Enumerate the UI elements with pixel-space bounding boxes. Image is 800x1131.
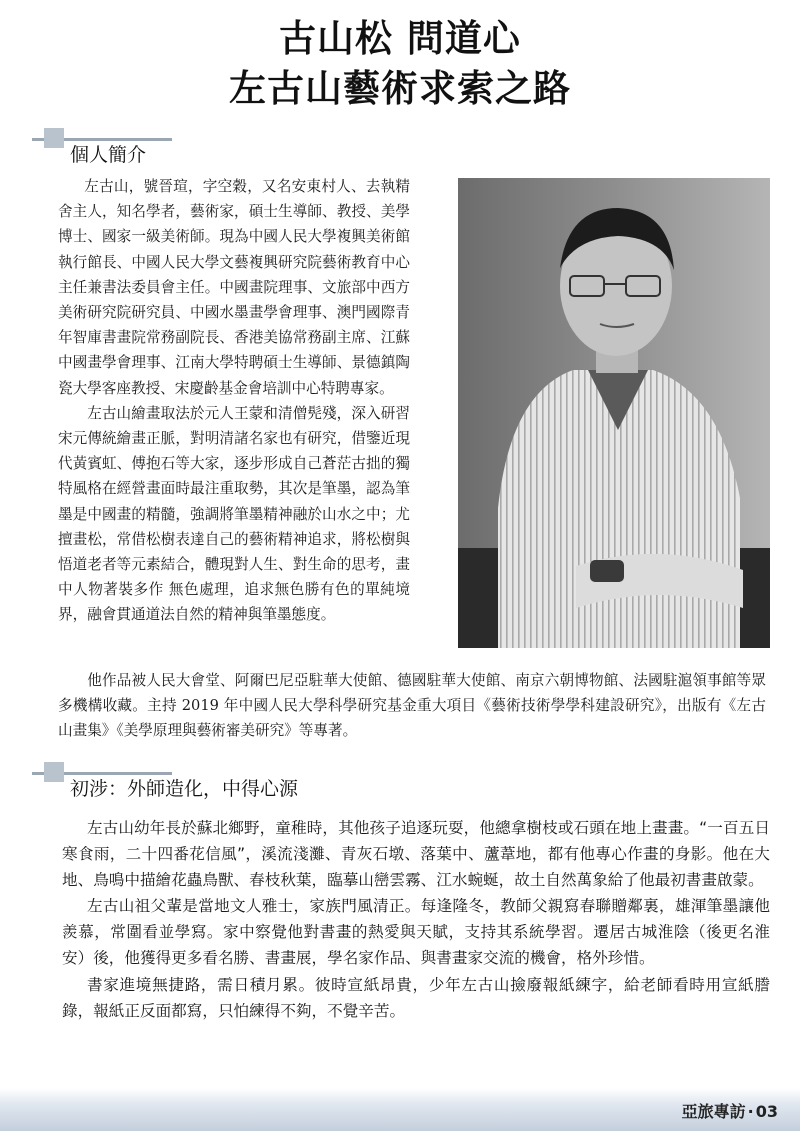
profile-paragraph: 左古山繪畫取法於元人王蒙和清僧髡殘，深入研習宋元傳統繪畫正脈，對明清諸名家也有研究，借鑒近現代黃賓虹、傅抱石等大家，逐步形成自己蒼茫古拙的獨特風格在經營畫面時最注重取勢，其次是筆墨，認為筆墨是中國畫的精髓，強調將筆墨精神融於山水之中；尤擅畫松，常借松樹表達自己的藝術精神追求，將松樹與悟道老者等元素結合，體現對人生、對生命的思考，畫中人物著裝多作 無色處理，追求無色勝有色的單純境界，融會貫通道法自然的精神與筆墨態度。 xyxy=(58,404,410,624)
body-paragraph: 左古山祖父輩是當地文人雅士，家族門風清正。每逢隆冬，教師父親寫春聯贈鄰裏，雄渾筆墨讓他羨慕，常圍看並學寫。家中察覺他對書畫的熱愛與天賦，支持其系統學習。遷居古城淮陰（後更名淮安）後，他獲得更多看名勝、書畫展，學名家作品、與書畫家交流的機會，格外珍惜。 xyxy=(62,897,770,968)
profile-collections-text xyxy=(58,668,766,744)
body-paragraph: 左古山幼年長於蘇北鄉野，童稚時，其他孩子追逐玩耍，他總拿樹枝或石頭在地上畫畫。“一百五日寒食雨，二十四番花信風”，溪流淺灘、青灰石墩、落葉中、蘆葦地，都有他專心作畫的身影。他在大地、鳥鳴中描繪花蟲鳥獸、春枝秋葉，臨摹山巒雲霧、江水蜿蜒，故土自然萬象給了他最初書畫啟蒙。 xyxy=(62,819,770,890)
section-heading-label: 個人簡介 xyxy=(70,144,147,166)
portrait-illustration xyxy=(458,178,770,648)
section-heading-early-years xyxy=(32,762,432,802)
section-heading-profile xyxy=(32,128,432,168)
page-title-line-2: 左古山藝術求索之路 xyxy=(229,67,571,110)
early-years-text xyxy=(62,815,770,1024)
body-paragraph: 書家進境無捷路，需日積月累。彼時宣紙昂貴，少年左古山撿廢報紙練字，給老師看時用宣紙謄錄，報紙正反面都寫，只怕練得不夠，不覺辛苦。 xyxy=(62,975,770,1020)
footer-bar xyxy=(0,1088,800,1131)
page-footer xyxy=(682,1099,778,1122)
profile-paragraph: 他作品被人民大會堂、阿爾巴尼亞駐華大使館、德國駐華大使館、南京六朝博物館、法國駐滬領事館等眾多機構收藏。主持 2019 年中國人民大學科學研究基金重大項目《藝術技術學學科建設研究》，出版有《左古山畫集》《美學原理與藝術審美研究》等專著。 xyxy=(58,672,766,740)
title-block xyxy=(0,14,800,114)
profile-paragraph: 左古山，號晉瑄，字空穀，又名安東村人、去執精舍主人，知名學者，藝術家，碩士生導師、教授、美學博士、國家一級美術師。現為中國人民大學複興美術館執行館長、中國人民大學文藝複興研究院藝術教育中心主任兼書法委員會主任。中國畫院理事、文旅部中西方美術研究院研究員、中國水墨畫學會理事、澳門國際青年智庫書畫院常務副院長、香港美協常務副主席、江蘇中國畫學會理事、江南大學特聘碩士生導師、景德鎮陶瓷大學客座教授、宋慶齡基金會培訓中心特聘專家。 xyxy=(58,178,410,397)
profile-text xyxy=(58,174,410,628)
page-number: 03 xyxy=(755,1102,778,1121)
publication-name: 亞旅專訪 xyxy=(681,1102,746,1121)
page-title-line-1: 古山松 問道心 xyxy=(279,17,521,60)
heading-square-decoration xyxy=(44,762,64,782)
heading-square-decoration xyxy=(44,128,64,148)
footer-separator: · xyxy=(747,1102,754,1121)
portrait-photo xyxy=(458,178,770,648)
section-heading-label: 初涉：外師造化，中得心源 xyxy=(70,778,299,800)
